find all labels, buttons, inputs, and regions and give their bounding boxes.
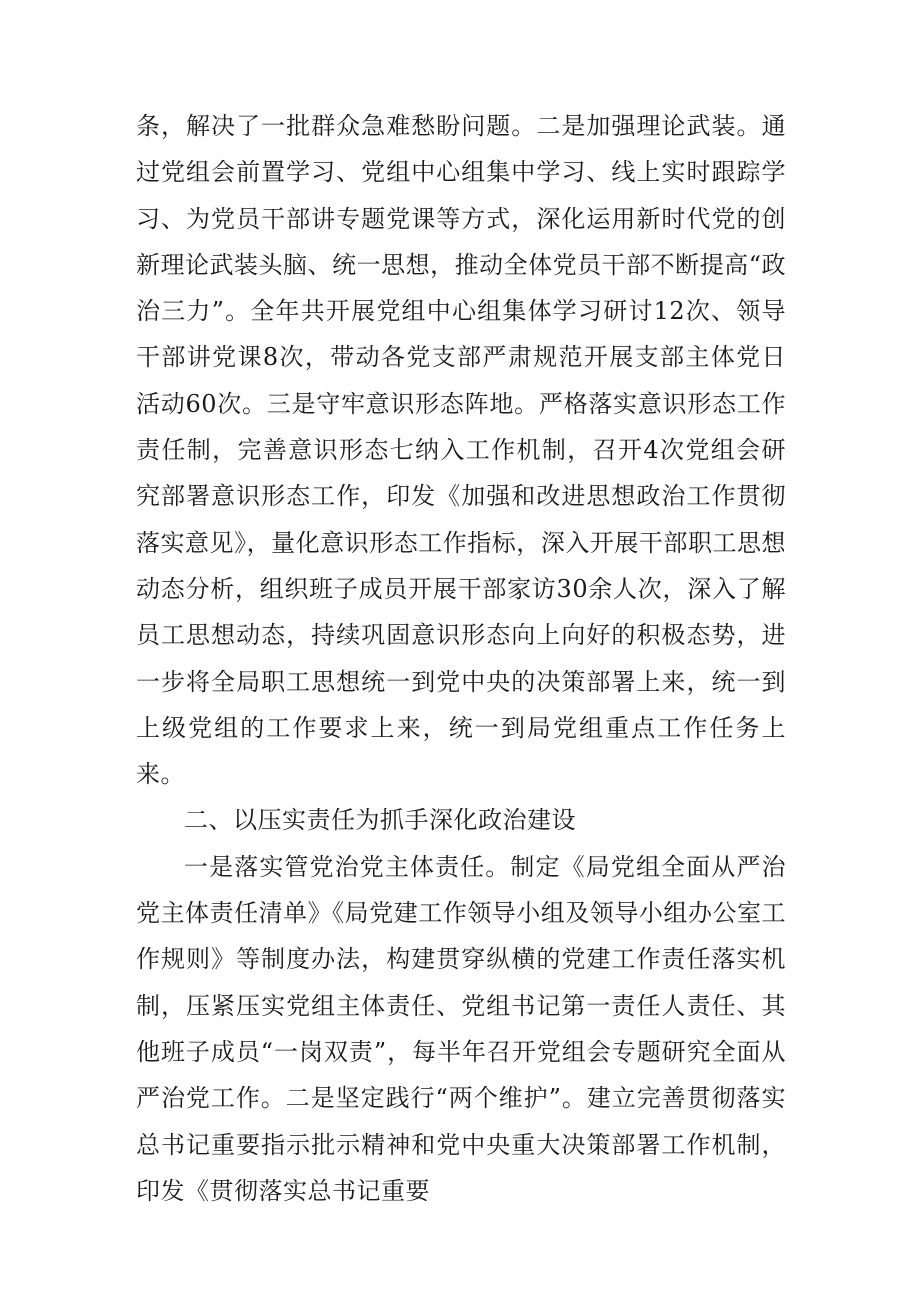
document-body	[136, 103, 786, 1214]
body-paragraph-continuation: 条，解决了一批群众急难愁盼问题。二是加强理论武装。通过党组会前置学习、党组中心组集中学习、线上实时跟踪学习、为党员干部讲专题党课等方式，深化运用新时代党的创新理论武装头脑、统一思想，推动全体党员干部不断提高“政治三力”。全年共开展党组中心组集体学习研讨12次、领导干部讲党课8次，带动各党支部严肃规范开展支部主体党日活动60次。三是守牢意识形态阵地。严格落实意识形态工作责任制，完善意识形态七纳入工作机制，召开4次党组会研究部署意识形态工作，印发《加强和改进思想政治工作贯彻落实意见》，量化意识形态工作指标，深入开展干部职工思想动态分析，组织班子成员开展干部家访30余人次，深入了解员工思想动态，持续巩固意识形态向上向好的积极态势，进一步将全局职工思想统一到党中央的决策部署上来，统一到上级党组的工作要求上来，统一到局党组重点工作任务上来。	[136, 112, 786, 789]
body-paragraph: 一是落实管党治党主体责任。制定《局党组全面从严治党主体责任清单》《局党建工作领导小组及领导小组办公室工作规则》等制度办法，构建贯穿纵横的党建工作责任落实机制，压紧压实党组主体责任、党组书记第一责任人责任、其他班子成员“一岗双责”，每半年召开党组会专题研究全面从严治党工作。二是坚定践行“两个维护”。建立完善贯彻落实总书记重要指示批示精神和党中央重大决策部署工作机制，印发《贯彻落实总书记重要	[136, 852, 786, 1205]
section-heading: 二、以压实责任为抓手深化政治建设	[184, 806, 576, 835]
